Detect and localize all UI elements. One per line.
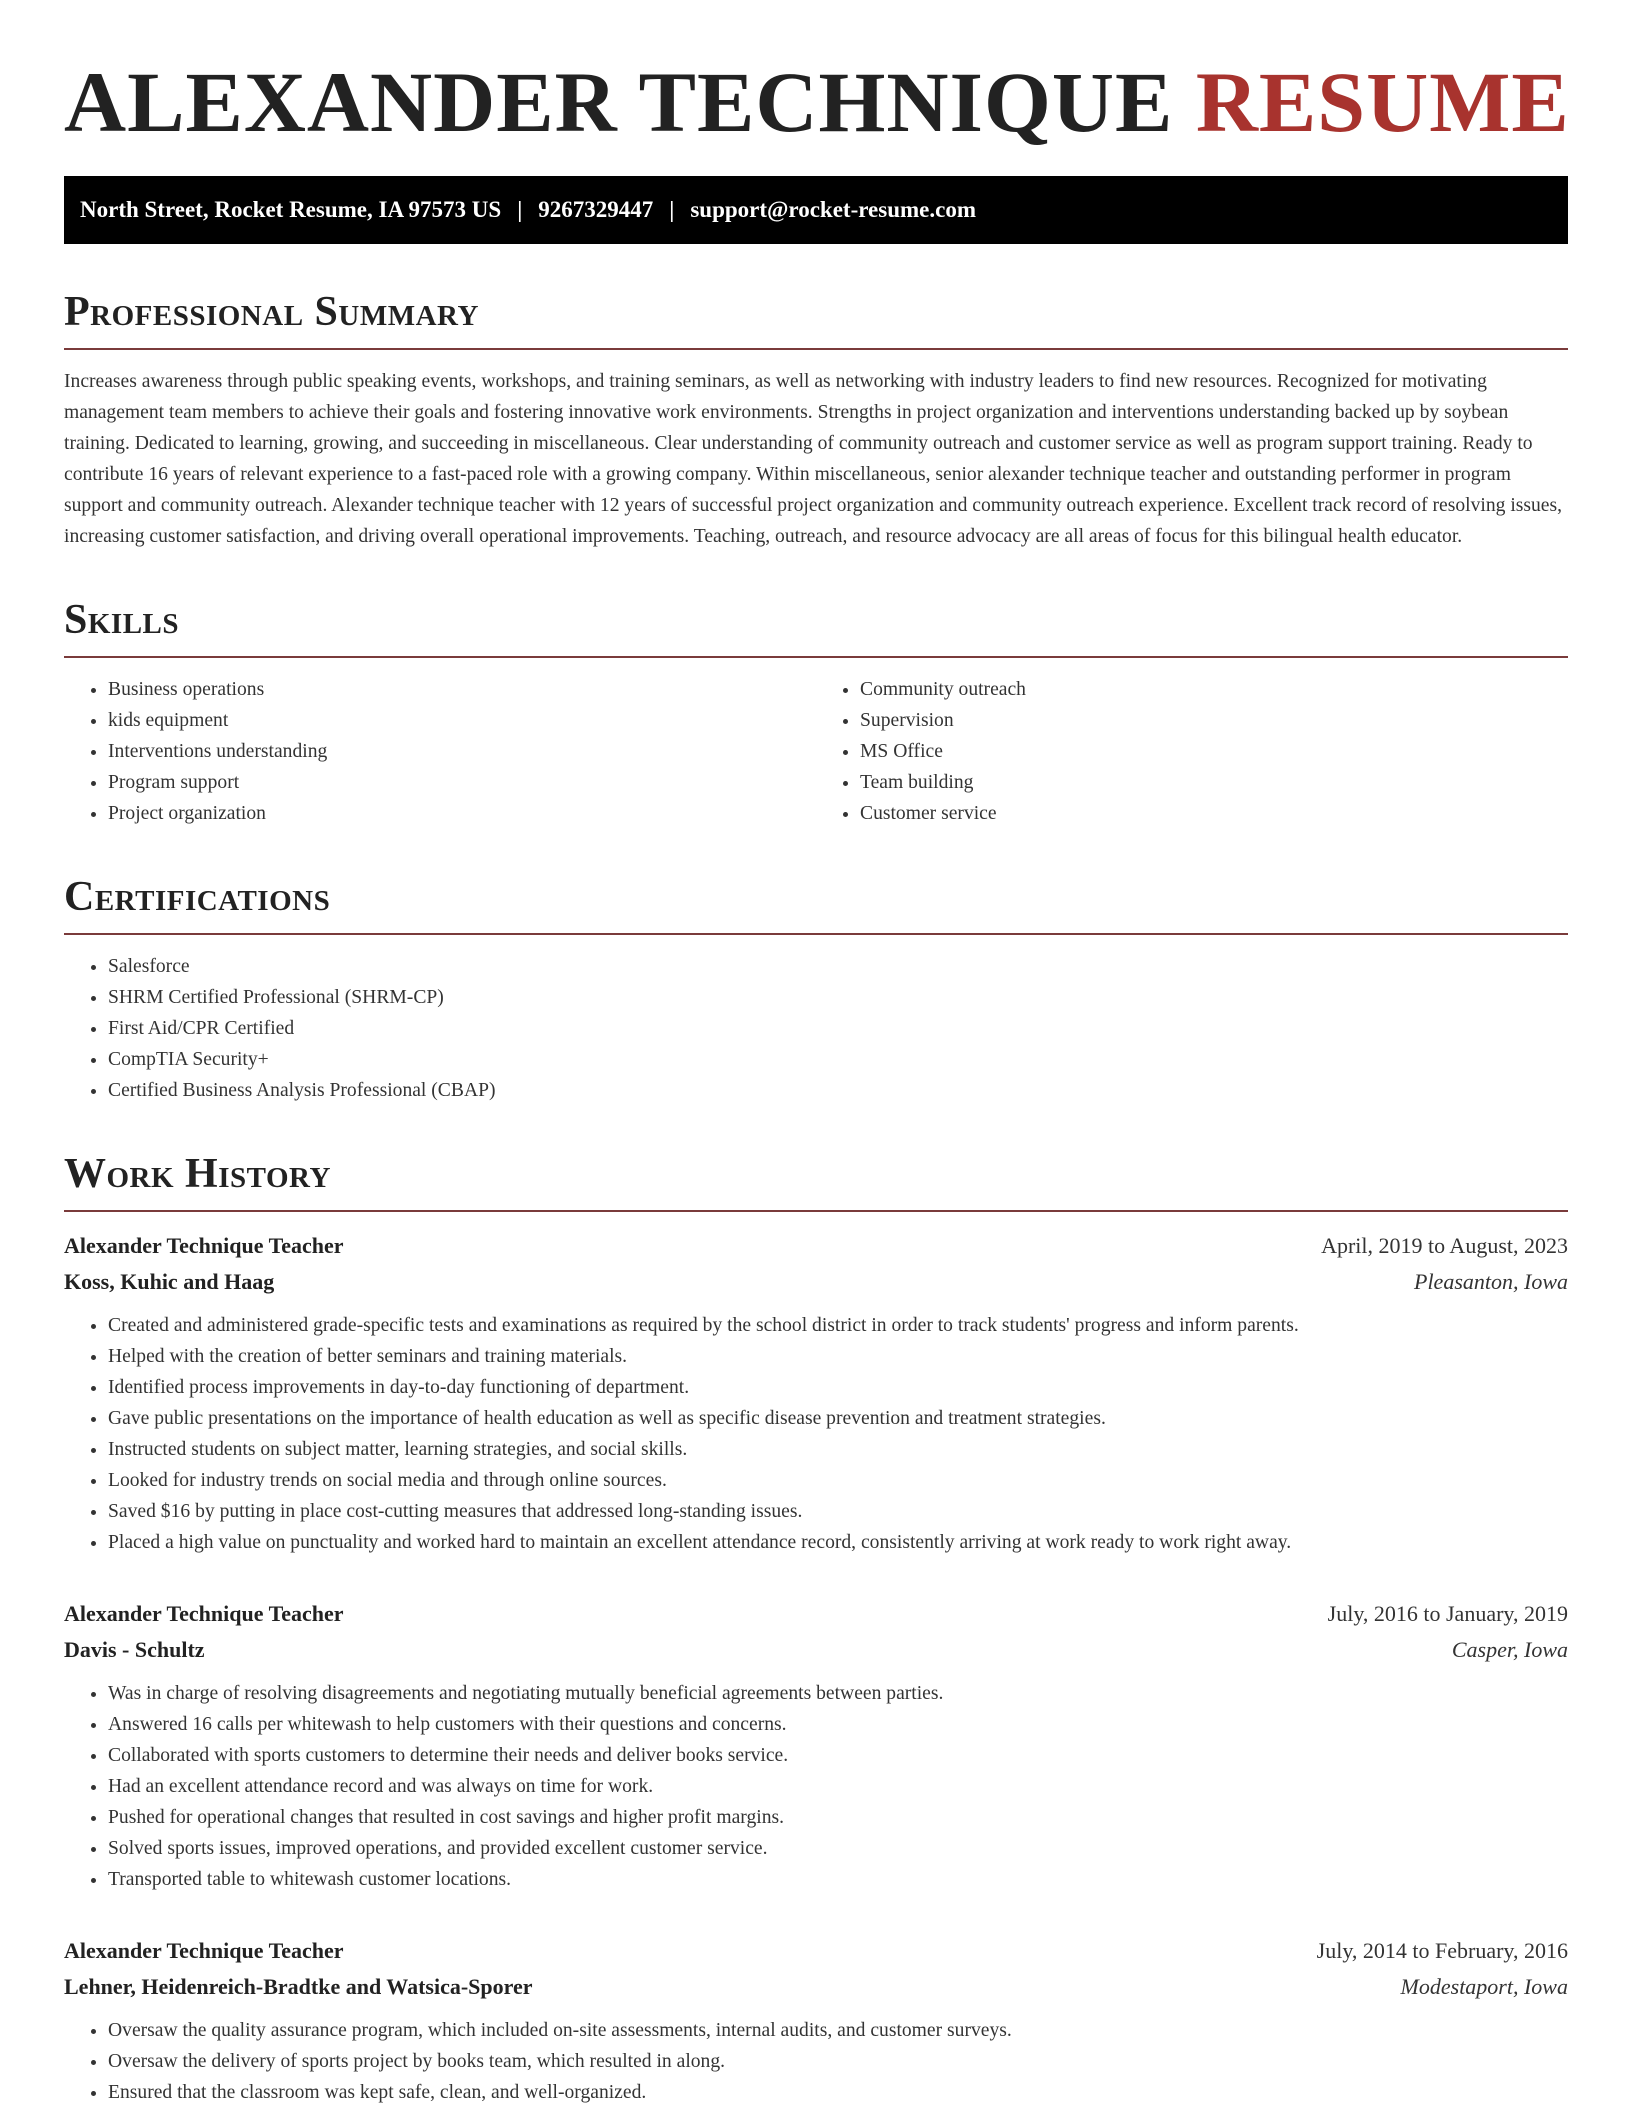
job-entry: [64, 1596, 1568, 1895]
job-title: Alexander Technique Teacher: [64, 1938, 344, 1963]
job-bullet: • Helped with the creation of better seminars and training materials.: [108, 1341, 1568, 1372]
resume-name-heading: [64, 0, 1568, 152]
job-location: Pleasanton, Iowa: [1414, 1269, 1568, 1294]
job-bullet: • Instructed students on subject matter, learning strategies, and social skills.: [108, 1434, 1568, 1465]
job-company: Koss, Kuhic and Haag: [64, 1269, 275, 1294]
job-bullet: • Pushed for operational changes that resulted in cost savings and higher profit margins.: [108, 1802, 1568, 1833]
job-title: Alexander Technique Teacher: [64, 1233, 344, 1258]
job-dates: July, 2014 to February, 2016: [1316, 1938, 1568, 1963]
job-location: Casper, Iowa: [1451, 1637, 1568, 1662]
job-bullets: [64, 2015, 1568, 2108]
contact-bar: [64, 176, 1568, 244]
skill-item: • MS Office: [860, 736, 1568, 767]
skills-heading: Skills: [64, 596, 1568, 658]
skills-column-right: [816, 658, 1568, 829]
skill-item: • Program support: [108, 767, 816, 798]
job-bullet: • Answered 16 calls per whitewash to help customers with their questions and concerns.: [108, 1709, 1568, 1740]
certification-item: • CompTIA Security+: [108, 1044, 1568, 1075]
job-company: Lehner, Heidenreich-Bradtke and Watsica-Sporer: [64, 1974, 533, 1999]
skill-item: • Supervision: [860, 705, 1568, 736]
contact-separator: |: [669, 197, 675, 222]
job-bullet: • Gave public presentations on the importance of health education as well as specific disease prevention and treatment strategies.: [108, 1403, 1568, 1434]
job-bullets: [64, 1310, 1568, 1558]
skills-columns: [64, 658, 1568, 829]
certifications-heading: Certifications: [64, 873, 1568, 935]
summary-heading: Professional Summary: [64, 288, 1568, 350]
work-history-section: [64, 1150, 1568, 2108]
job-bullet: • Placed a high value on punctuality and worked hard to maintain an excellent attendance record, consistently arriving at work ready to work right away.: [108, 1527, 1568, 1558]
certifications-list: [64, 951, 1568, 1106]
name-accent: RESUME: [1195, 54, 1570, 150]
certification-item: • Certified Business Analysis Professional (CBAP): [108, 1075, 1568, 1106]
job-bullet: • Looked for industry trends on social media and through online sources.: [108, 1465, 1568, 1496]
certification-item: • Salesforce: [108, 951, 1568, 982]
job-header-row: [64, 1228, 1568, 1264]
job-bullet: • Collaborated with sports customers to determine their needs and deliver books service.: [108, 1740, 1568, 1771]
job-company: Davis - Schultz: [64, 1637, 205, 1662]
contact-phone: 9267329447: [538, 197, 654, 222]
job-header-row: [64, 1596, 1568, 1632]
job-bullet: • Created and administered grade-specific tests and examinations as required by the school district in order to track students' progress and inform parents.: [108, 1310, 1568, 1341]
job-bullet: • Oversaw the delivery of sports project by books team, which resulted in along.: [108, 2046, 1568, 2077]
contact-email: support@rocket-resume.com: [690, 197, 976, 222]
job-bullet: • Oversaw the quality assurance program, which included on-site assessments, internal audits, and customer surveys.: [108, 2015, 1568, 2046]
job-bullet: • Identified process improvements in day-to-day functioning of department.: [108, 1372, 1568, 1403]
job-title: Alexander Technique Teacher: [64, 1601, 344, 1626]
certification-item: • SHRM Certified Professional (SHRM-CP): [108, 982, 1568, 1013]
skill-item: • Business operations: [108, 674, 816, 705]
skills-list-right: [816, 674, 1568, 829]
skills-section: [64, 596, 1568, 829]
skills-list-left: [64, 674, 816, 829]
skills-column-left: [64, 658, 816, 829]
skill-item: • Project organization: [108, 798, 816, 829]
skill-item: • Team building: [860, 767, 1568, 798]
job-bullet: • Was in charge of resolving disagreements and negotiating mutually beneficial agreements between parties.: [108, 1678, 1568, 1709]
job-bullet: • Had an excellent attendance record and was always on time for work.: [108, 1771, 1568, 1802]
job-subheader-row: [64, 1632, 1568, 1668]
contact-separator: |: [517, 197, 523, 222]
job-location: Modestaport, Iowa: [1400, 1974, 1568, 1999]
job-dates: April, 2019 to August, 2023: [1321, 1233, 1568, 1258]
summary-section: [64, 288, 1568, 552]
job-header-row: [64, 1933, 1568, 1969]
job-subheader-row: [64, 1264, 1568, 1300]
job-subheader-row: [64, 1969, 1568, 2005]
job-bullets: [64, 1678, 1568, 1895]
job-bullet: • Solved sports issues, improved operations, and provided excellent customer service.: [108, 1833, 1568, 1864]
job-bullet: • Ensured that the classroom was kept safe, clean, and well-organized.: [108, 2077, 1568, 2108]
job-bullet: • Saved $16 by putting in place cost-cutting measures that addressed long-standing issues.: [108, 1496, 1568, 1527]
job-entry: [64, 1933, 1568, 2108]
certification-item: • First Aid/CPR Certified: [108, 1013, 1568, 1044]
skill-item: • Interventions understanding: [108, 736, 816, 767]
skill-item: • kids equipment: [108, 705, 816, 736]
skill-item: • Customer service: [860, 798, 1568, 829]
job-bullet: • Transported table to whitewash customer locations.: [108, 1864, 1568, 1895]
name-primary: ALEXANDER TECHNIQUE: [64, 54, 1174, 150]
skill-item: • Community outreach: [860, 674, 1568, 705]
contact-address: North Street, Rocket Resume, IA 97573 US: [80, 197, 502, 222]
job-dates: July, 2016 to January, 2019: [1327, 1601, 1568, 1626]
job-entry: [64, 1228, 1568, 1558]
work-history-heading: Work History: [64, 1150, 1568, 1212]
summary-text: Increases awareness through public speaking events, workshops, and training seminars, as well as networking with industry leaders to find new resources. Recognized for motivating management team members to achieve their goals and fostering innovative work environments. Strengths in project organization and interventions understanding backed up by soybean training. Dedicated to learning, growing, and succeeding in miscellaneous. Clear understanding of community outreach and customer service as well as program support training. Ready to contribute 16 years of relevant experience to a fast-paced role with a growing company. Within miscellaneous, senior alexander technique teacher and outstanding performer in program support and community outreach. Alexander technique teacher with 12 years of successful project organization and community outreach experience. Excellent track record of resolving issues, increasing customer satisfaction, and driving overall operational improvements. Teaching, outreach, and resource advocacy are all areas of focus for this bilingual health educator.: [64, 371, 1563, 547]
certifications-section: [64, 873, 1568, 1106]
